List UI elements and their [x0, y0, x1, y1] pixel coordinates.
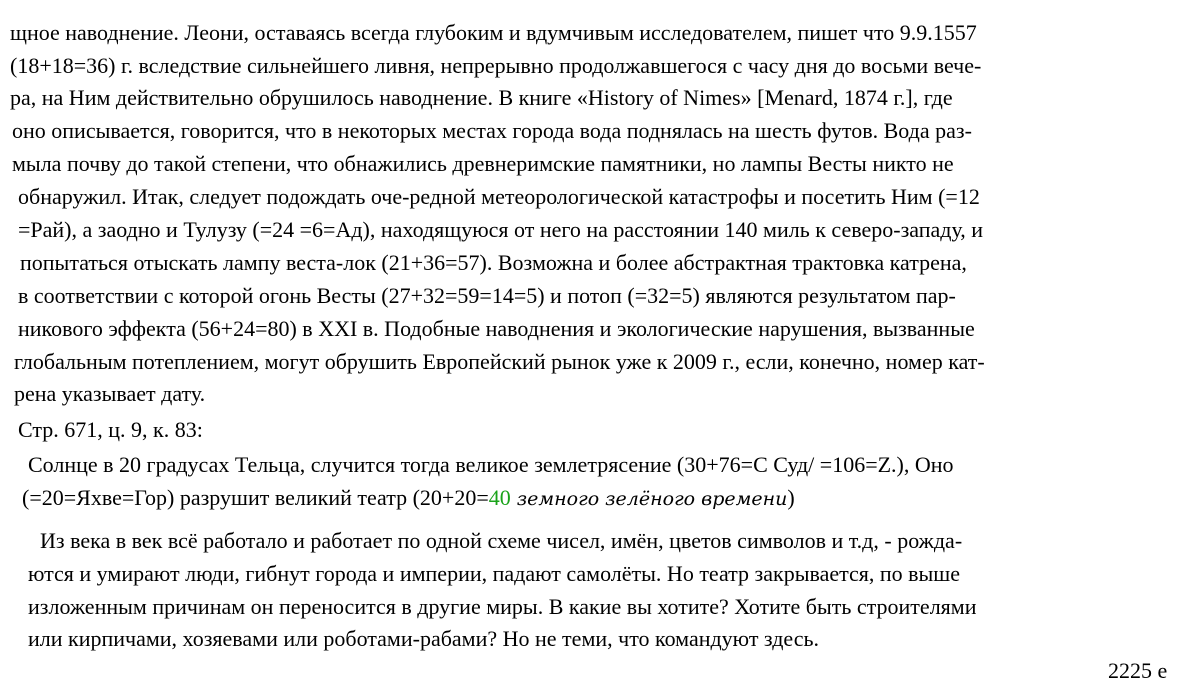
- text-line: щное наводнение. Леони, оставаясь всегда глубоким и вдумчивым исследователем, пишет что 9.9.1557: [10, 20, 977, 45]
- commentary-line: ются и умирают люди, гибнут города и империи, падают самолёты. Но театр закрывается, по выше: [28, 561, 961, 586]
- text-line: рена указывает дату.: [14, 381, 206, 406]
- italic-phrase: земного зелёного времени: [510, 488, 788, 510]
- text-line: =Рай), а заодно и Тулузу (=24 =6=Ад), находящуюся от него на расстоянии 140 миль к северо-западу, и: [18, 217, 984, 242]
- quatrain-line-2-prefix: (=20=Яхве=Гор) разрушит великий театр (20+20=: [22, 485, 489, 510]
- text-line: попытаться отыскать лампу веста-лок (21+36=57). Возможна и более абстрактная трактовка катрена,: [20, 250, 967, 275]
- citation-reference: Стр. 671, ц. 9, к. 83:: [18, 417, 203, 442]
- text-line: оно описывается, говорится, что в некоторых местах города вода поднялась на шесть футов. Вода раз-: [12, 118, 972, 143]
- page-number: 2225 е: [1108, 658, 1168, 683]
- text-line: никового эффекта (56+24=80) в XXI в. Подобные наводнения и экологические нарушения, вызванные: [18, 316, 975, 341]
- text-line: ра, на Ним действительно обрушилось наводнение. В книге «History of Nimes» [Menard, 1874 г.], где: [10, 85, 953, 110]
- quatrain-line-1: Солнце в 20 градусах Тельца, случится тогда великое землетрясение (30+76=С Суд/ =106=Z.), Оно: [28, 452, 954, 477]
- text-line: в соответствии с которой огонь Весты (27+32=59=14=5) и потоп (=32=5) являются результатом пар-: [18, 283, 956, 308]
- text-line: обнаружил. Итак, следует подождать оче-редной метеорологической катастрофы и посетить Ним (=12: [18, 184, 980, 209]
- quatrain-line-2-suffix: ): [787, 485, 795, 510]
- text-line: глобальным потеплением, могут обрушить Европейский рынок уже к 2009 г., если, конечно, номер кат-: [14, 349, 985, 374]
- highlighted-number: 40: [488, 485, 511, 510]
- text-line: (18+18=36) г. вследствие сильнейшего ливня, непрерывно продолжавшегося с часу дня до восьми вече-: [10, 53, 982, 78]
- commentary-line: или кирпичами, хозяевами или роботами-рабами? Но не теми, что командуют здесь.: [28, 626, 820, 651]
- text-line: мыла почву до такой степени, что обнажились древнеримские памятники, но лампы Весты никто не: [12, 151, 954, 176]
- commentary-line: изложенным причинам он переносится в другие миры. В какие вы хотите? Хотите быть строителями: [28, 594, 977, 619]
- quatrain-line-2: [22, 485, 795, 512]
- commentary-line: Из века в век всё работало и работает по одной схеме чисел, имён, цветов символов и т.д, - рожда-: [40, 528, 963, 553]
